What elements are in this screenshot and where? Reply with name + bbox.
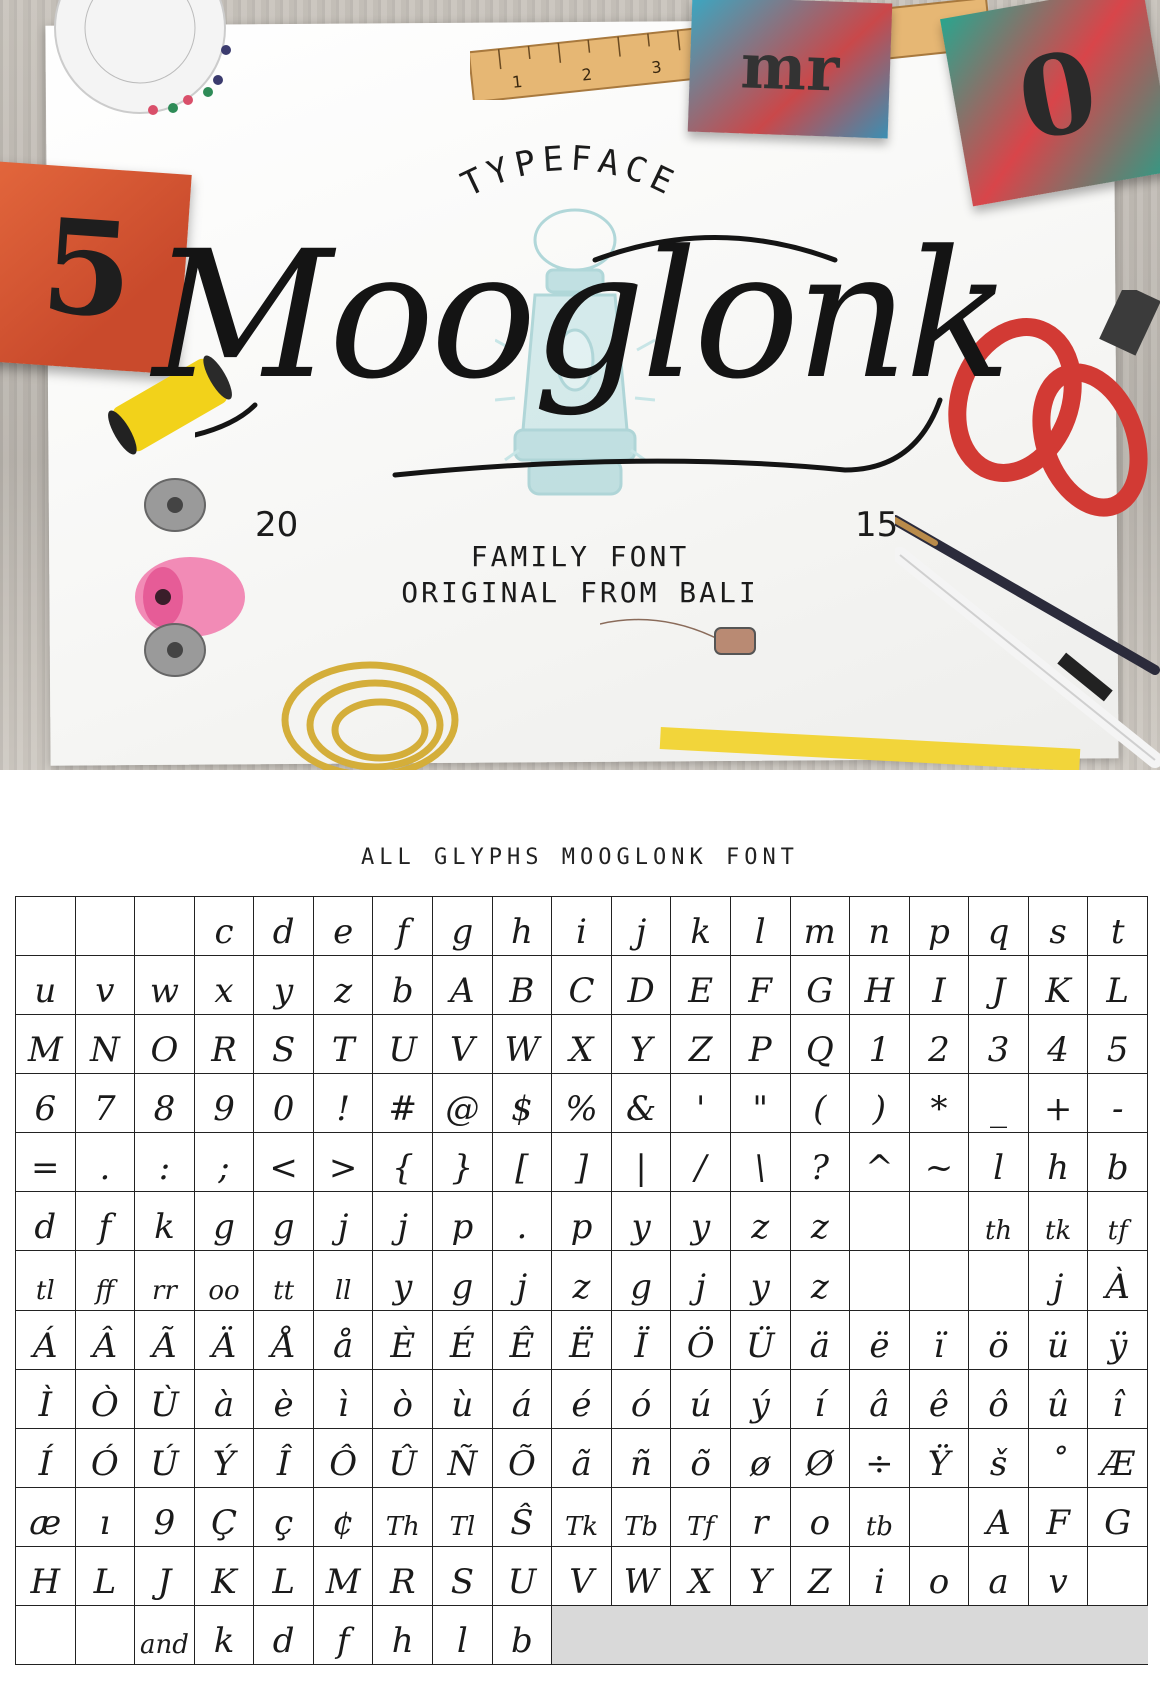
glyph-cell: Ï: [612, 1311, 672, 1370]
glyph-cell: -: [1088, 1074, 1148, 1133]
glyph-cell: Ø: [791, 1429, 851, 1488]
glyph-cell: tl: [16, 1251, 76, 1310]
glyph-cell: ÷: [850, 1429, 910, 1488]
glyph-cell: @: [433, 1074, 493, 1133]
glyph-cell: e: [314, 897, 374, 956]
glyph-cell: [76, 897, 136, 956]
glyph-cell: Tf: [671, 1488, 731, 1547]
glyph-cell: }: [433, 1133, 493, 1192]
glyph-cell: ä: [791, 1311, 851, 1370]
glyph-cell: j: [373, 1192, 433, 1251]
glyph-cell: [910, 1192, 970, 1251]
glyph-cell: %: [552, 1074, 612, 1133]
glyph-cell: å: [314, 1311, 374, 1370]
glyph-cell: [16, 897, 76, 956]
glyph-cell: H: [850, 956, 910, 1015]
family-font-line: FAMILY FONT: [470, 540, 690, 573]
glyph-cell: 3: [969, 1015, 1029, 1074]
glyph-cell: ~: [910, 1133, 970, 1192]
glyph-cell: g: [195, 1192, 255, 1251]
glyph-cell: ff: [76, 1251, 136, 1310]
glyph-cell: Tb: [612, 1488, 672, 1547]
glyph-cell: z: [791, 1192, 851, 1251]
glyph-cell: P: [731, 1015, 791, 1074]
glyph-cell: Â: [76, 1311, 136, 1370]
empty-grid-area: [552, 1606, 1148, 1665]
glyph-cell: v: [76, 956, 136, 1015]
glyph-cell: r: [731, 1488, 791, 1547]
glyph-cell: d: [16, 1192, 76, 1251]
glyph-cell: I: [910, 956, 970, 1015]
glyph-cell: Ì: [16, 1370, 76, 1429]
ruler-mark-1: 1: [511, 71, 524, 92]
glyph-cell: &: [612, 1074, 672, 1133]
glyph-cell: 6: [16, 1074, 76, 1133]
tape-measure-coil: [270, 610, 470, 770]
glyph-cell: 9: [195, 1074, 255, 1133]
teal-wooden-block: [940, 0, 1160, 206]
glyph-grid: [15, 896, 1148, 1665]
svg-text:TYPEFACE: [455, 140, 684, 205]
glyph-cell: ñ: [612, 1429, 672, 1488]
glyph-cell: ú: [671, 1370, 731, 1429]
glyph-cell: p: [552, 1192, 612, 1251]
glyph-cell: z: [552, 1251, 612, 1310]
glyph-cell: F: [1029, 1488, 1089, 1547]
glyph-cell: š: [969, 1429, 1029, 1488]
glyph-cell: Ç: [195, 1488, 255, 1547]
glyph-cell: 4: [1029, 1015, 1089, 1074]
glyph-cell: S: [254, 1015, 314, 1074]
glyph-cell: Û: [373, 1429, 433, 1488]
glyph-cell: Ŝ: [493, 1488, 553, 1547]
glyph-cell: È: [373, 1311, 433, 1370]
glyph-cell: R: [195, 1015, 255, 1074]
glyph-cell: tt: [254, 1251, 314, 1310]
glyph-cell: w: [135, 956, 195, 1015]
glyph-cell: ã: [552, 1429, 612, 1488]
glyph-cell: Æ: [1088, 1429, 1148, 1488]
glyph-cell: à: [195, 1370, 255, 1429]
glyph-cell: Ñ: [433, 1429, 493, 1488]
glyph-cell: 2: [910, 1015, 970, 1074]
glyph-cell: Õ: [493, 1429, 553, 1488]
glyph-cell: Í: [16, 1429, 76, 1488]
glyph-cell: ll: [314, 1251, 374, 1310]
glyph-cell: l: [433, 1606, 493, 1665]
glyph-cell: M: [16, 1015, 76, 1074]
glyph-cell: a: [969, 1547, 1029, 1606]
glyph-cell: Tl: [433, 1488, 493, 1547]
glyph-cell: t: [1088, 897, 1148, 956]
glyph-cell: ¢: [314, 1488, 374, 1547]
font-title: Mooglonk: [152, 213, 1008, 418]
glyph-cell: y: [373, 1251, 433, 1310]
glyph-cell: ý: [731, 1370, 791, 1429]
glyph-cell: R: [373, 1547, 433, 1606]
glyph-cell: [76, 1606, 136, 1665]
glyph-cell: Å: [254, 1311, 314, 1370]
glyph-cell: tb: [850, 1488, 910, 1547]
glyph-cell: f: [314, 1606, 374, 1665]
glyph-cell: Ó: [76, 1429, 136, 1488]
glyph-cell: Ã: [135, 1311, 195, 1370]
glyph-cell: [: [493, 1133, 553, 1192]
glyph-cell: û: [1029, 1370, 1089, 1429]
glyph-cell: [135, 897, 195, 956]
glyph-cell: !: [314, 1074, 374, 1133]
glyph-cell: 5: [1088, 1015, 1148, 1074]
glyph-cell: g: [254, 1192, 314, 1251]
glyph-cell: É: [433, 1311, 493, 1370]
origin-line: ORIGINAL FROM BALI: [401, 576, 759, 609]
glyph-cell: [850, 1192, 910, 1251]
glyph-cell: y: [731, 1251, 791, 1310]
glyph-cell: [16, 1606, 76, 1665]
glyph-cell: i: [850, 1547, 910, 1606]
glyph-cell: (: [791, 1074, 851, 1133]
glyph-cell: ç: [254, 1488, 314, 1547]
glyph-cell: y: [612, 1192, 672, 1251]
glyph-cell: [969, 1251, 1029, 1310]
blue-wooden-block: [688, 0, 893, 138]
glyph-cell: g: [433, 897, 493, 956]
glyph-cell: >: [314, 1133, 374, 1192]
glyph-cell: :: [135, 1133, 195, 1192]
glyph-cell: Ü: [731, 1311, 791, 1370]
glyph-cell: ö: [969, 1311, 1029, 1370]
typeface-label-arc: [420, 140, 720, 220]
glyph-cell: ^: [850, 1133, 910, 1192]
glyph-cell: ): [850, 1074, 910, 1133]
glyph-cell: î: [1088, 1370, 1148, 1429]
glyph-cell: Ë: [552, 1311, 612, 1370]
glyph-cell: [1088, 1547, 1148, 1606]
glyph-cell: ': [671, 1074, 731, 1133]
glyph-cell: á: [493, 1370, 553, 1429]
glyph-cell: ?: [791, 1133, 851, 1192]
glyph-cell: 1: [850, 1015, 910, 1074]
glyph-cell: ˚: [1029, 1429, 1089, 1488]
typeface-label: TYPEFACE: [455, 140, 685, 206]
glyph-cell: ô: [969, 1370, 1029, 1429]
glyph-cell: o: [791, 1488, 851, 1547]
glyph-cell: ü: [1029, 1311, 1089, 1370]
glyph-cell: ø: [731, 1429, 791, 1488]
glyph-cell: and: [135, 1606, 195, 1665]
glyph-cell: #: [373, 1074, 433, 1133]
glyph-cell: G: [791, 956, 851, 1015]
glyph-cell: y: [671, 1192, 731, 1251]
glyph-cell: p: [433, 1192, 493, 1251]
glyph-cell: G: [1088, 1488, 1148, 1547]
glyph-cell: F: [731, 956, 791, 1015]
glyph-cell: h: [1029, 1133, 1089, 1192]
glyph-cell: D: [612, 956, 672, 1015]
glyph-cell: +: [1029, 1074, 1089, 1133]
glyph-cell: Ò: [76, 1370, 136, 1429]
glyph-cell: tk: [1029, 1192, 1089, 1251]
glyph-cell: j: [612, 897, 672, 956]
glyph-cell: [850, 1251, 910, 1310]
metal-bobbin-2: [140, 620, 210, 680]
glyph-cell: J: [135, 1547, 195, 1606]
glyph-cell: ı: [76, 1488, 136, 1547]
glyph-cell: m: [791, 897, 851, 956]
glyph-cell: /: [671, 1133, 731, 1192]
glyph-cell: ÿ: [1088, 1311, 1148, 1370]
glyph-cell: ï: [910, 1311, 970, 1370]
glyph-cell: ": [731, 1074, 791, 1133]
glyph-cell: N: [76, 1015, 136, 1074]
glyph-cell: c: [195, 897, 255, 956]
glyph-cell: V: [552, 1547, 612, 1606]
glyph-cell: *: [910, 1074, 970, 1133]
glyph-cell: k: [135, 1192, 195, 1251]
glyph-cell: Z: [791, 1547, 851, 1606]
glyph-cell: tf: [1088, 1192, 1148, 1251]
block-letter-five: 5: [37, 188, 138, 348]
glyph-cell: b: [373, 956, 433, 1015]
glyph-cell: W: [612, 1547, 672, 1606]
glyph-cell: l: [969, 1133, 1029, 1192]
glyph-cell: M: [314, 1547, 374, 1606]
glyph-cell: 0: [254, 1074, 314, 1133]
hero-photo: [0, 0, 1160, 770]
glyph-cell: y: [254, 956, 314, 1015]
glyph-cell: |: [612, 1133, 672, 1192]
glyph-cell: _: [969, 1074, 1029, 1133]
glyph-cell: d: [254, 1606, 314, 1665]
glyph-cell: õ: [671, 1429, 731, 1488]
glyph-cell: A: [969, 1488, 1029, 1547]
year-left: 20: [255, 505, 299, 545]
glyph-cell: S: [433, 1547, 493, 1606]
glyph-cell: X: [552, 1015, 612, 1074]
glyph-cell: k: [671, 897, 731, 956]
glyph-cell: f: [373, 897, 433, 956]
glyph-cell: Ÿ: [910, 1429, 970, 1488]
glyph-cell: X: [671, 1547, 731, 1606]
glyph-cell: A: [433, 956, 493, 1015]
glyph-cell: b: [493, 1606, 553, 1665]
glyph-cell: ;: [195, 1133, 255, 1192]
glyph-cell: Ú: [135, 1429, 195, 1488]
glyph-cell: g: [433, 1251, 493, 1310]
glyph-cell: =: [16, 1133, 76, 1192]
glyph-cell: n: [850, 897, 910, 956]
glyph-cell: Tk: [552, 1488, 612, 1547]
glyph-cell: À: [1088, 1251, 1148, 1310]
glyph-cell: Ô: [314, 1429, 374, 1488]
glyph-cell: f: [76, 1192, 136, 1251]
glyph-cell: K: [1029, 956, 1089, 1015]
glyph-cell: C: [552, 956, 612, 1015]
block-letter-zero: 0: [1008, 24, 1107, 166]
glyph-cell: Q: [791, 1015, 851, 1074]
glyph-cell: Î: [254, 1429, 314, 1488]
glyph-cell: z: [731, 1192, 791, 1251]
glyph-cell: z: [314, 956, 374, 1015]
glyph-cell: 9: [135, 1488, 195, 1547]
glyph-cell: .: [76, 1133, 136, 1192]
glyph-cell: ò: [373, 1370, 433, 1429]
glyph-cell: th: [969, 1192, 1029, 1251]
copper-wire-bobbin: [600, 610, 770, 660]
glyph-cell: W: [493, 1015, 553, 1074]
glyph-cell: j: [493, 1251, 553, 1310]
glyph-cell: g: [612, 1251, 672, 1310]
glyph-cell: B: [493, 956, 553, 1015]
glyph-cell: ù: [433, 1370, 493, 1429]
glyph-cell: ê: [910, 1370, 970, 1429]
glyph-cell: k: [195, 1606, 255, 1665]
glyph-cell: 7: [76, 1074, 136, 1133]
glyph-cell: h: [493, 897, 553, 956]
glyph-cell: K: [195, 1547, 255, 1606]
glyph-cell: H: [16, 1547, 76, 1606]
glyph-cell: .: [493, 1192, 553, 1251]
glyph-cell: h: [373, 1606, 433, 1665]
glyph-cell: {: [373, 1133, 433, 1192]
glyph-cell: í: [791, 1370, 851, 1429]
glyph-cell: L: [254, 1547, 314, 1606]
ruler-mark-2: 2: [580, 64, 593, 85]
glyph-cell: 8: [135, 1074, 195, 1133]
glyph-cell: Ù: [135, 1370, 195, 1429]
glyph-cell: U: [373, 1015, 433, 1074]
glyph-cell: \: [731, 1133, 791, 1192]
glyph-cell: U: [493, 1547, 553, 1606]
glyph-cell: Ê: [493, 1311, 553, 1370]
glyph-cell: u: [16, 956, 76, 1015]
glyph-cell: L: [76, 1547, 136, 1606]
glyph-cell: J: [969, 956, 1029, 1015]
glyphs-heading: ALL GLYPHS MOOGLONK FONT: [361, 845, 799, 870]
glyph-cell: <: [254, 1133, 314, 1192]
ruler-mark-3: 3: [650, 57, 663, 78]
year-right: 15: [855, 505, 899, 545]
glyph-cell: [910, 1488, 970, 1547]
glyph-cell: é: [552, 1370, 612, 1429]
glyph-cell: Ý: [195, 1429, 255, 1488]
glyph-cell: V: [433, 1015, 493, 1074]
glyph-cell: Ä: [195, 1311, 255, 1370]
glyph-cell: Ö: [671, 1311, 731, 1370]
glyph-cell: Y: [612, 1015, 672, 1074]
glyph-cell: j: [1029, 1251, 1089, 1310]
glyph-cell: E: [671, 956, 731, 1015]
glyph-cell: â: [850, 1370, 910, 1429]
glyph-cell: i: [552, 897, 612, 956]
glyph-cell: ó: [612, 1370, 672, 1429]
glyph-cell: ì: [314, 1370, 374, 1429]
glyph-cell: v: [1029, 1547, 1089, 1606]
glyph-cell: z: [791, 1251, 851, 1310]
glyph-cell: $: [493, 1074, 553, 1133]
glyph-cell: L: [1088, 956, 1148, 1015]
glyph-cell: p: [910, 897, 970, 956]
glyph-cell: oo: [195, 1251, 255, 1310]
glyph-cell: Y: [731, 1547, 791, 1606]
glyph-cell: rr: [135, 1251, 195, 1310]
glyph-cell: è: [254, 1370, 314, 1429]
glyph-cell: l: [731, 897, 791, 956]
glyph-cell: j: [671, 1251, 731, 1310]
glyph-cell: Z: [671, 1015, 731, 1074]
glyph-cell: o: [910, 1547, 970, 1606]
glyph-cell: Th: [373, 1488, 433, 1547]
glyph-cell: b: [1088, 1133, 1148, 1192]
glyph-cell: s: [1029, 897, 1089, 956]
glyph-cell: j: [314, 1192, 374, 1251]
pin-wheel: [48, 0, 233, 120]
glyph-cell: Á: [16, 1311, 76, 1370]
glyph-cell: [910, 1251, 970, 1310]
glyph-cell: ]: [552, 1133, 612, 1192]
glyph-cell: O: [135, 1015, 195, 1074]
glyph-cell: x: [195, 956, 255, 1015]
glyph-cell: T: [314, 1015, 374, 1074]
glyph-cell: d: [254, 897, 314, 956]
glyph-cell: q: [969, 897, 1029, 956]
block-letters-mr: mr: [739, 29, 841, 106]
glyph-cell: æ: [16, 1488, 76, 1547]
glyph-cell: ë: [850, 1311, 910, 1370]
